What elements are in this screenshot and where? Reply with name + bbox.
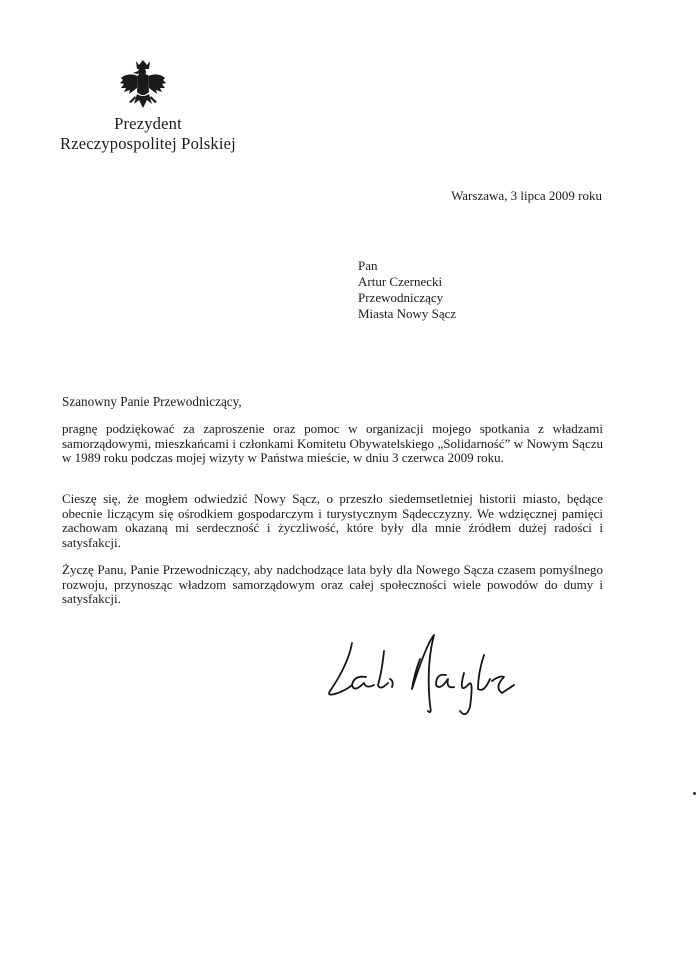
scan-speck <box>693 792 696 795</box>
letterhead-line-1: Prezydent <box>114 114 182 133</box>
letterhead <box>48 114 248 154</box>
recipient-block <box>358 258 456 322</box>
salutation: Szanowny Panie Przewodniczący, <box>62 394 242 409</box>
letter-date: Warszawa, 3 lipca 2009 roku <box>451 188 602 203</box>
recipient-line-1: Pan <box>358 258 378 273</box>
recipient-line-2: Artur Czernecki <box>358 274 443 289</box>
paragraph-text: Życzę Panu, Panie Przewodniczący, aby nadchodzące lata były dla Nowego Sącza czasem pomyślnego rozwoju, przynosząc władzom samorządowym oraz całej społeczności wiele powodów do dumy i satysfakcji. <box>62 562 603 606</box>
body-paragraph-1 <box>62 422 603 466</box>
polish-eagle-emblem-icon <box>118 58 168 114</box>
recipient-line-4: Miasta Nowy Sącz <box>358 306 457 321</box>
recipient-line-3: Przewodniczący <box>358 290 444 305</box>
paragraph-text: pragnę podziękować za zaproszenie oraz pomoc w organizacji mojego spotkania z władzami samorządowymi, mieszkańcami i członkami Komitetu Obywatelskiego „Solidarność” w Nowym Sączu w 1989 roku podczas mojej wizyty w Państwa mieście, w dniu 3 czerwca 2009 roku. <box>62 421 603 465</box>
body-paragraph-3 <box>62 563 603 607</box>
handwritten-signature-icon <box>308 615 518 720</box>
body-paragraph-2 <box>62 492 603 550</box>
paragraph-text: Cieszę się, że mogłem odwiedzić Nowy Sącz, o przeszło siedemsetletniej historii miasto, będące obecnie liczącym się ośrodkiem gospodarczym i turystycznym Sądecczyzny. We wdzięcznej pamięci zachowam okazaną mi serdeczność i życzliwość, które były dla mnie źródłem dużej radości i satysfakcji. <box>62 491 603 550</box>
letterhead-line-2: Rzeczypospolitej Polskiej <box>60 134 236 153</box>
